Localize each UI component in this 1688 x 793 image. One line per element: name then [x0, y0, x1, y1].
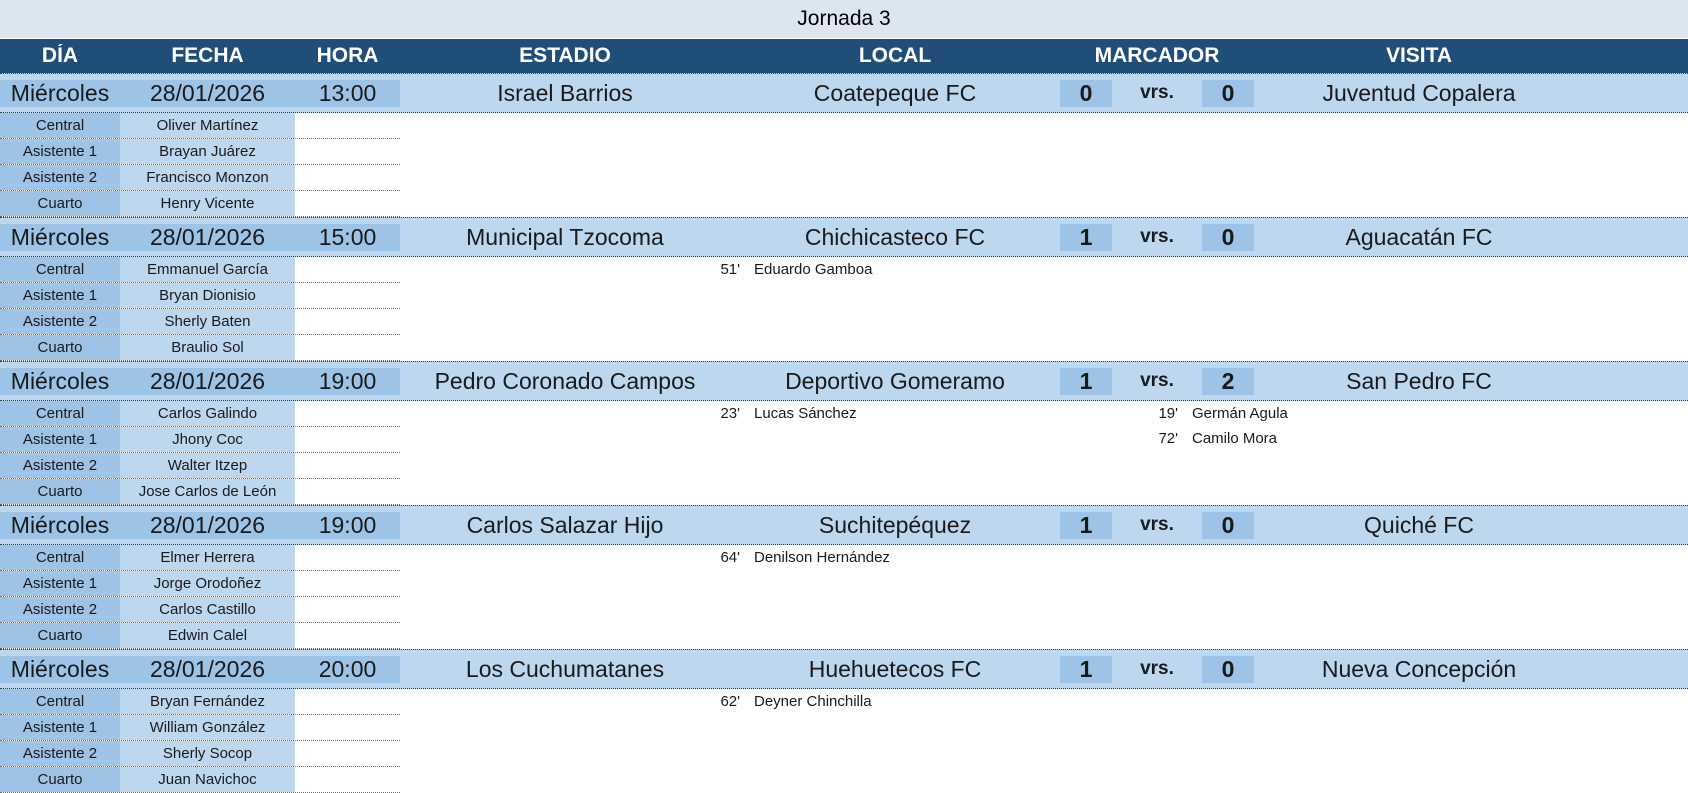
- scorer-minute: 19': [1158, 405, 1178, 422]
- official-name: Bryan Fernández: [120, 689, 295, 714]
- official-row-padding: [295, 741, 400, 766]
- official-name: Elmer Herrera: [120, 545, 295, 570]
- match-detail: [0, 113, 1688, 217]
- official-role: Cuarto: [0, 191, 120, 216]
- match-estadio: Israel Barrios: [400, 80, 730, 107]
- match-goles-local: 1: [1060, 224, 1112, 251]
- table-row[interactable]: [0, 361, 1688, 401]
- match-local-team: Chichicasteco FC: [730, 224, 1060, 251]
- page-title: Jornada 3: [0, 0, 1688, 39]
- match-block: [0, 361, 1688, 505]
- match-local-team: Coatepeque FC: [730, 80, 1060, 107]
- match-estadio: Los Cuchumatanes: [400, 656, 730, 683]
- official-name: Sherly Socop: [120, 741, 295, 766]
- scorer-minute: 64': [720, 549, 740, 566]
- official-row: [0, 165, 400, 191]
- match-detail: [0, 401, 1688, 505]
- match-goles-visita: 0: [1202, 512, 1254, 539]
- scorer-line: [400, 545, 942, 570]
- official-row: [0, 623, 400, 649]
- official-role: Asistente 2: [0, 453, 120, 478]
- match-vrs-label: vrs.: [1112, 226, 1202, 248]
- column-header-marcador: MARCADOR: [1094, 44, 1220, 67]
- scorer-name: Eduardo Gamboa: [754, 261, 873, 278]
- official-name: Sherly Baten: [120, 309, 295, 334]
- scorer-name: Lucas Sánchez: [754, 405, 857, 422]
- official-name: Francisco Monzon: [120, 165, 295, 190]
- scorer-name: Germán Agula: [1192, 405, 1288, 422]
- scorers-local: [400, 545, 942, 649]
- match-hora: 19:00: [295, 512, 400, 539]
- officials-list: [0, 689, 400, 793]
- official-row-padding: [295, 335, 400, 360]
- official-row: [0, 139, 400, 165]
- match-goles-local: 1: [1060, 656, 1112, 683]
- official-role: Asistente 2: [0, 597, 120, 622]
- official-role: Asistente 2: [0, 741, 120, 766]
- official-row: [0, 545, 400, 571]
- scorers-spacer: [942, 113, 1136, 217]
- match-estadio: Carlos Salazar Hijo: [400, 512, 730, 539]
- scorers-visita: [1136, 401, 1466, 505]
- official-row-padding: [295, 479, 400, 504]
- official-name: Jorge Orodoñez: [120, 571, 295, 596]
- official-row: [0, 479, 400, 505]
- official-row-padding: [295, 571, 400, 596]
- match-detail: [0, 545, 1688, 649]
- scorer-name: Camilo Mora: [1192, 430, 1278, 447]
- official-name: Brayan Juárez: [120, 139, 295, 164]
- match-fecha: 28/01/2026: [120, 224, 295, 251]
- table-row[interactable]: [0, 73, 1688, 113]
- match-hora: 13:00: [295, 80, 400, 107]
- officials-list: [0, 113, 400, 217]
- official-name: Braulio Sol: [120, 335, 295, 360]
- match-goles-visita: 0: [1202, 224, 1254, 251]
- official-row: [0, 283, 400, 309]
- official-row: [0, 427, 400, 453]
- match-hora: 15:00: [295, 224, 400, 251]
- official-name: Juan Navichoc: [120, 767, 295, 792]
- match-fecha: 28/01/2026: [120, 80, 295, 107]
- official-row-padding: [295, 545, 400, 570]
- table-row[interactable]: [0, 217, 1688, 257]
- official-row-padding: [295, 191, 400, 216]
- official-row: [0, 191, 400, 217]
- official-row: [0, 335, 400, 361]
- match-hora: 19:00: [295, 368, 400, 395]
- official-row: [0, 689, 400, 715]
- official-role: Asistente 1: [0, 139, 120, 164]
- match-hora: 20:00: [295, 656, 400, 683]
- official-name: William González: [120, 715, 295, 740]
- scorers-local: [400, 113, 942, 217]
- match-dia: Miércoles: [0, 368, 120, 395]
- scorers-area: [400, 257, 1688, 361]
- official-name: Oliver Martínez: [120, 113, 295, 138]
- scorers-local: [400, 257, 942, 361]
- match-dia: Miércoles: [0, 224, 120, 251]
- scorers-visita: [1136, 689, 1466, 793]
- official-row: [0, 715, 400, 741]
- official-role: Cuarto: [0, 767, 120, 792]
- official-row-padding: [295, 453, 400, 478]
- official-name: Jhony Coc: [120, 427, 295, 452]
- official-name: Emmanuel García: [120, 257, 295, 282]
- official-row-padding: [295, 257, 400, 282]
- official-role: Central: [0, 545, 120, 570]
- official-row-padding: [295, 689, 400, 714]
- official-role: Central: [0, 257, 120, 282]
- scorer-minute: 72': [1158, 430, 1178, 447]
- scorer-line: [400, 401, 942, 426]
- official-row: [0, 571, 400, 597]
- scorers-visita: [1136, 257, 1466, 361]
- official-name: Carlos Galindo: [120, 401, 295, 426]
- official-row: [0, 767, 400, 793]
- scorers-visita: [1136, 545, 1466, 649]
- official-role: Asistente 1: [0, 283, 120, 308]
- match-local-team: Deportivo Gomeramo: [730, 368, 1060, 395]
- official-role: Cuarto: [0, 479, 120, 504]
- official-name: Carlos Castillo: [120, 597, 295, 622]
- official-role: Central: [0, 689, 120, 714]
- match-fecha: 28/01/2026: [120, 512, 295, 539]
- match-goles-visita: 2: [1202, 368, 1254, 395]
- official-name: Edwin Calel: [120, 623, 295, 648]
- match-fecha: 28/01/2026: [120, 368, 295, 395]
- official-row-padding: [295, 401, 400, 426]
- table-row[interactable]: [0, 649, 1688, 689]
- match-fecha: 28/01/2026: [120, 656, 295, 683]
- match-vrs-label: vrs.: [1112, 82, 1202, 104]
- official-row-padding: [295, 767, 400, 792]
- column-header-estadio: ESTADIO: [519, 44, 611, 67]
- match-goles-visita: 0: [1202, 656, 1254, 683]
- match-block: [0, 505, 1688, 649]
- table-row[interactable]: [0, 505, 1688, 545]
- official-role: Asistente 1: [0, 427, 120, 452]
- official-row: [0, 597, 400, 623]
- official-row-padding: [295, 715, 400, 740]
- official-name: Bryan Dionisio: [120, 283, 295, 308]
- match-block: [0, 217, 1688, 361]
- official-role: Asistente 1: [0, 715, 120, 740]
- match-goles-local: 0: [1060, 80, 1112, 107]
- scorer-name: Deyner Chinchilla: [754, 693, 872, 710]
- official-row-padding: [295, 113, 400, 138]
- table-header: [0, 39, 1688, 73]
- scorer-line: [400, 257, 942, 282]
- match-visita-team: Quiché FC: [1254, 512, 1584, 539]
- column-header-dia: DÍA: [41, 44, 79, 67]
- match-visita-team: Nueva Concepción: [1254, 656, 1584, 683]
- match-visita-team: Juventud Copalera: [1254, 80, 1584, 107]
- official-name: Jose Carlos de León: [120, 479, 295, 504]
- official-role: Cuarto: [0, 335, 120, 360]
- scorers-visita: [1136, 113, 1466, 217]
- official-row-padding: [295, 283, 400, 308]
- match-goles-local: 1: [1060, 368, 1112, 395]
- matches-container: [0, 73, 1688, 793]
- official-name: Henry Vicente: [120, 191, 295, 216]
- match-block: [0, 73, 1688, 217]
- official-row: [0, 741, 400, 767]
- scorers-area: [400, 689, 1688, 793]
- match-local-team: Huehuetecos FC: [730, 656, 1060, 683]
- official-role: Asistente 1: [0, 571, 120, 596]
- scorers-area: [400, 113, 1688, 217]
- official-role: Cuarto: [0, 623, 120, 648]
- scorers-spacer: [942, 401, 1136, 505]
- official-row: [0, 401, 400, 427]
- official-row-padding: [295, 623, 400, 648]
- official-row-padding: [295, 165, 400, 190]
- match-dia: Miércoles: [0, 80, 120, 107]
- match-visita-team: San Pedro FC: [1254, 368, 1584, 395]
- column-header-visita: VISITA: [1385, 44, 1453, 67]
- official-row-padding: [295, 309, 400, 334]
- official-row: [0, 453, 400, 479]
- scorers-area: [400, 545, 1688, 649]
- scorers-spacer: [942, 545, 1136, 649]
- match-detail: [0, 689, 1688, 793]
- scorer-line: [1136, 401, 1466, 426]
- scorer-line: [400, 689, 942, 714]
- scorers-area: [400, 401, 1688, 505]
- scorers-spacer: [942, 689, 1136, 793]
- column-header-local: LOCAL: [858, 44, 932, 67]
- match-vrs-label: vrs.: [1112, 658, 1202, 680]
- match-visita-team: Aguacatán FC: [1254, 224, 1584, 251]
- match-local-team: Suchitepéquez: [730, 512, 1060, 539]
- official-role: Central: [0, 401, 120, 426]
- scorer-minute: 51': [720, 261, 740, 278]
- officials-list: [0, 257, 400, 361]
- match-block: [0, 649, 1688, 793]
- official-role: Asistente 2: [0, 165, 120, 190]
- match-goles-local: 1: [1060, 512, 1112, 539]
- official-row: [0, 113, 400, 139]
- scorer-minute: 62': [720, 693, 740, 710]
- official-row-padding: [295, 139, 400, 164]
- scorers-spacer: [942, 257, 1136, 361]
- match-goles-visita: 0: [1202, 80, 1254, 107]
- scorer-minute: 23': [720, 405, 740, 422]
- official-row: [0, 257, 400, 283]
- scorers-local: [400, 689, 942, 793]
- column-header-hora: HORA: [316, 44, 379, 67]
- scorer-line: [1136, 426, 1466, 451]
- match-detail: [0, 257, 1688, 361]
- match-estadio: Pedro Coronado Campos: [400, 368, 730, 395]
- official-role: Central: [0, 113, 120, 138]
- official-row: [0, 309, 400, 335]
- official-row-padding: [295, 597, 400, 622]
- officials-list: [0, 545, 400, 649]
- match-vrs-label: vrs.: [1112, 514, 1202, 536]
- match-dia: Miércoles: [0, 656, 120, 683]
- official-row-padding: [295, 427, 400, 452]
- match-vrs-label: vrs.: [1112, 370, 1202, 392]
- scorers-local: [400, 401, 942, 505]
- scorer-name: Denilson Hernández: [754, 549, 890, 566]
- officials-list: [0, 401, 400, 505]
- official-name: Walter Itzep: [120, 453, 295, 478]
- column-header-fecha: FECHA: [171, 44, 244, 67]
- match-dia: Miércoles: [0, 512, 120, 539]
- match-estadio: Municipal Tzocoma: [400, 224, 730, 251]
- official-role: Asistente 2: [0, 309, 120, 334]
